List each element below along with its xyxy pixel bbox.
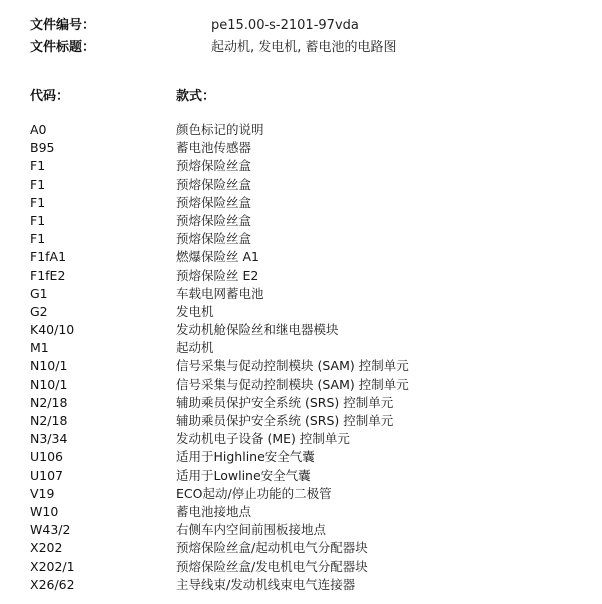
component-code: X26/62 xyxy=(30,576,75,592)
component-code: X202/1 xyxy=(30,558,75,574)
component-code: B95 xyxy=(30,140,55,156)
component-description: ECO起动/停止功能的二极管 xyxy=(176,485,332,501)
component-description: 适用于Lowline安全气囊 xyxy=(176,467,311,483)
component-code: F1 xyxy=(30,158,46,174)
list-item xyxy=(0,558,602,576)
component-description: 预熔保险丝盒 xyxy=(176,176,252,192)
component-description: 信号采集与促动控制模块 (SAM) 控制单元 xyxy=(176,358,409,374)
list-item xyxy=(0,303,602,321)
component-code: N10/1 xyxy=(30,376,68,392)
list-item xyxy=(0,321,602,339)
component-code: F1 xyxy=(30,194,46,210)
component-description: 蓄电池传感器 xyxy=(176,140,252,156)
component-code: F1 xyxy=(30,212,46,228)
component-description: 发动机电子设备 (ME) 控制单元 xyxy=(176,431,350,447)
component-description: 预熔保险丝盒 xyxy=(176,212,252,228)
list-item xyxy=(0,121,602,139)
list-item xyxy=(0,503,602,521)
component-description: 预熔保险丝盒 xyxy=(176,194,252,210)
component-code: V19 xyxy=(30,485,55,501)
list-item xyxy=(0,412,602,430)
component-code: U106 xyxy=(30,449,64,465)
list-item xyxy=(0,267,602,285)
list-item xyxy=(0,448,602,466)
component-code: A0 xyxy=(30,122,47,137)
list-item xyxy=(0,357,602,375)
component-description: 燃爆保险丝 A1 xyxy=(176,249,259,265)
component-description: 蓄电池接地点 xyxy=(176,503,252,519)
component-code: F1 xyxy=(30,231,46,247)
list-item xyxy=(0,576,602,594)
component-code: U107 xyxy=(30,467,64,483)
component-description: 发动机舱保险丝和继电器模块 xyxy=(176,322,339,338)
component-code: N3/34 xyxy=(30,431,68,447)
list-item xyxy=(0,467,602,485)
component-description: 信号采集与促动控制模块 (SAM) 控制单元 xyxy=(176,376,409,392)
component-code: W10 xyxy=(30,503,59,519)
component-description: 颜色标记的说明 xyxy=(176,122,264,137)
list-item xyxy=(0,248,602,266)
component-code: F1fE2 xyxy=(30,267,66,283)
component-description: 适用于Highline安全气囊 xyxy=(176,449,315,465)
component-code: M1 xyxy=(30,340,49,356)
list-item xyxy=(0,157,602,175)
list-item xyxy=(0,521,602,539)
doc-number-value: pe15.00-s-2101-97vda xyxy=(211,18,359,33)
list-item xyxy=(0,485,602,503)
doc-title-value: 起动机, 发电机, 蓄电池的电路图 xyxy=(211,40,397,55)
list-item xyxy=(0,230,602,248)
component-code: X202 xyxy=(30,540,63,556)
component-description: 辅助乘员保护安全系统 (SRS) 控制单元 xyxy=(176,394,394,410)
component-description: 发电机 xyxy=(176,303,214,319)
list-item xyxy=(0,430,602,448)
style-column-header: 款式： xyxy=(176,89,216,104)
component-code: F1fA1 xyxy=(30,249,67,265)
doc-number-label: 文件编号： xyxy=(30,18,96,33)
component-code: N10/1 xyxy=(30,358,68,374)
list-item xyxy=(0,376,602,394)
component-code: K40/10 xyxy=(30,322,75,338)
component-description: 右侧车内空间前围板接地点 xyxy=(176,522,327,538)
list-item xyxy=(0,212,602,230)
component-description: 预熔保险丝 E2 xyxy=(176,267,259,283)
component-code: G1 xyxy=(30,285,48,301)
list-item xyxy=(0,539,602,557)
code-column-header: 代码： xyxy=(30,89,70,104)
list-item xyxy=(0,176,602,194)
component-description: 预熔保险丝盒/起动机电气分配器块 xyxy=(176,540,368,556)
doc-title-label: 文件标题： xyxy=(30,40,96,55)
list-item xyxy=(0,139,602,157)
list-item xyxy=(0,285,602,303)
component-description: 预熔保险丝盒 xyxy=(176,158,252,174)
list-item xyxy=(0,194,602,212)
component-code: F1 xyxy=(30,176,46,192)
list-item xyxy=(0,394,602,412)
component-description: 预熔保险丝盒/发电机电气分配器块 xyxy=(176,558,368,574)
component-code: W43/2 xyxy=(30,522,71,538)
component-list xyxy=(0,121,602,594)
list-item xyxy=(0,339,602,357)
component-description: 预熔保险丝盒 xyxy=(176,231,252,247)
component-description: 车载电网蓄电池 xyxy=(176,285,264,301)
component-code: N2/18 xyxy=(30,413,68,428)
component-description: 起动机 xyxy=(176,340,214,356)
component-code: N2/18 xyxy=(30,394,68,410)
component-code: G2 xyxy=(30,303,48,319)
component-description: 辅助乘员保护安全系统 (SRS) 控制单元 xyxy=(176,413,394,428)
component-description: 主导线束/发动机线束电气连接器 xyxy=(176,576,356,592)
